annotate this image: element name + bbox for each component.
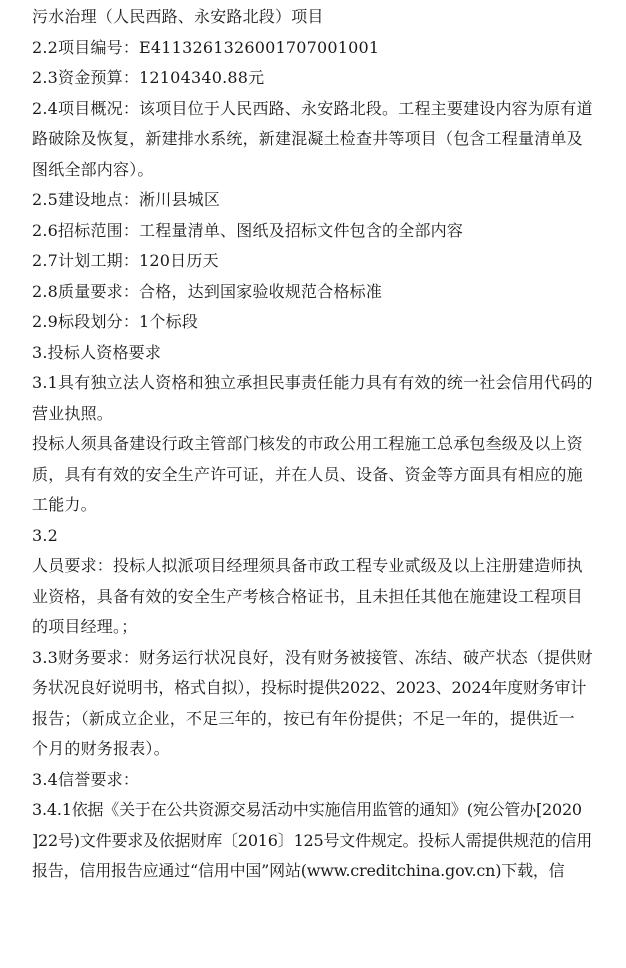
personnel-line-3: 的项目经理。； <box>32 617 138 636</box>
qualification-cert-line-2: 质，具有有效的安全生产许可证，并在人员、设备、资金等方面具有相应的施 <box>32 464 583 484</box>
personnel-line-2: 业资格，具备有效的安全生产考核合格证书，且未担任其他在施建设工程项目 <box>32 586 583 606</box>
finance-line-2: 务状况良好说明书，格式自拟），投标时提供2022、2023、2024年度财务审计 <box>32 678 587 697</box>
project-name-line: 污水治理（人民西路、永安路北段）项目 <box>32 7 324 26</box>
credit-heading-line: 3.4信誉要求： <box>32 769 140 789</box>
quality-line: 2.8质量要求：合格，达到国家验收规范合格标准 <box>32 281 383 301</box>
project-number-line: 2.2项目编号：E4113261326001707001001 <box>32 37 380 57</box>
location-line: 2.5建设地点：淅川县城区 <box>32 190 221 209</box>
section-3-2-label: 3.2 <box>32 525 59 545</box>
finance-line-1: 3.3财务要求：财务运行状况良好，没有财务被接管、冻结、破产状态（提供财 <box>32 647 593 667</box>
qualification-cert-line-3: 工能力。 <box>32 495 97 514</box>
credit-3-4-1-line-1: 3.4.1依据《关于在公共资源交易活动中实施信用监管的通知》(宛公管办[2020 <box>32 800 582 819</box>
credit-3-4-1-line-2: ]22号)文件要求及依据财库〔2016〕125号文件规定。投标人需提供规范的信用 <box>32 830 593 850</box>
schedule-line: 2.7计划工期：120日历天 <box>32 251 219 270</box>
section-heading-qualification: 3.投标人资格要求 <box>32 342 162 362</box>
overview-line-1: 2.4项目概况：该项目位于人民西路、永安路北段。工程主要建设内容为原有道 <box>32 98 593 118</box>
qualification-cert-line-1: 投标人须具备建设行政主管部门核发的市政公用工程施工总承包叁级及以上资 <box>32 434 583 453</box>
credit-3-4-1-line-3: 报告，信用报告应通过“信用中国”网站(www.creditchina.gov.cn)下载，信 <box>32 861 565 880</box>
budget-line: 2.3资金预算：12104340.88元 <box>32 68 265 87</box>
overview-line-3: 图纸全部内容）。 <box>32 159 154 179</box>
qualification-3-1-line-1: 3.1具有独立法人资格和独立承担民事责任能力具有有效的统一社会信用代码的 <box>32 373 593 392</box>
document-body <box>32 2 602 887</box>
personnel-line-1: 人员要求：投标人拟派项目经理须具备市政工程专业贰级及以上注册建造师执 <box>32 556 583 575</box>
finance-line-3: 报告；（新成立企业，不足三年的，按已有年份提供；不足一年的，提供近一 <box>32 708 575 728</box>
overview-line-2: 路破除及恢复，新建排水系统，新建混凝土检查井等项目（包含工程量清单及 <box>32 129 583 148</box>
scope-line: 2.6招标范围：工程量清单、图纸及招标文件包含的全部内容 <box>32 220 464 240</box>
finance-line-4: 个月的财务报表）。 <box>32 739 170 758</box>
lot-division-line: 2.9标段划分：1个标段 <box>32 312 199 331</box>
qualification-3-1-line-2: 营业执照。 <box>32 403 114 423</box>
